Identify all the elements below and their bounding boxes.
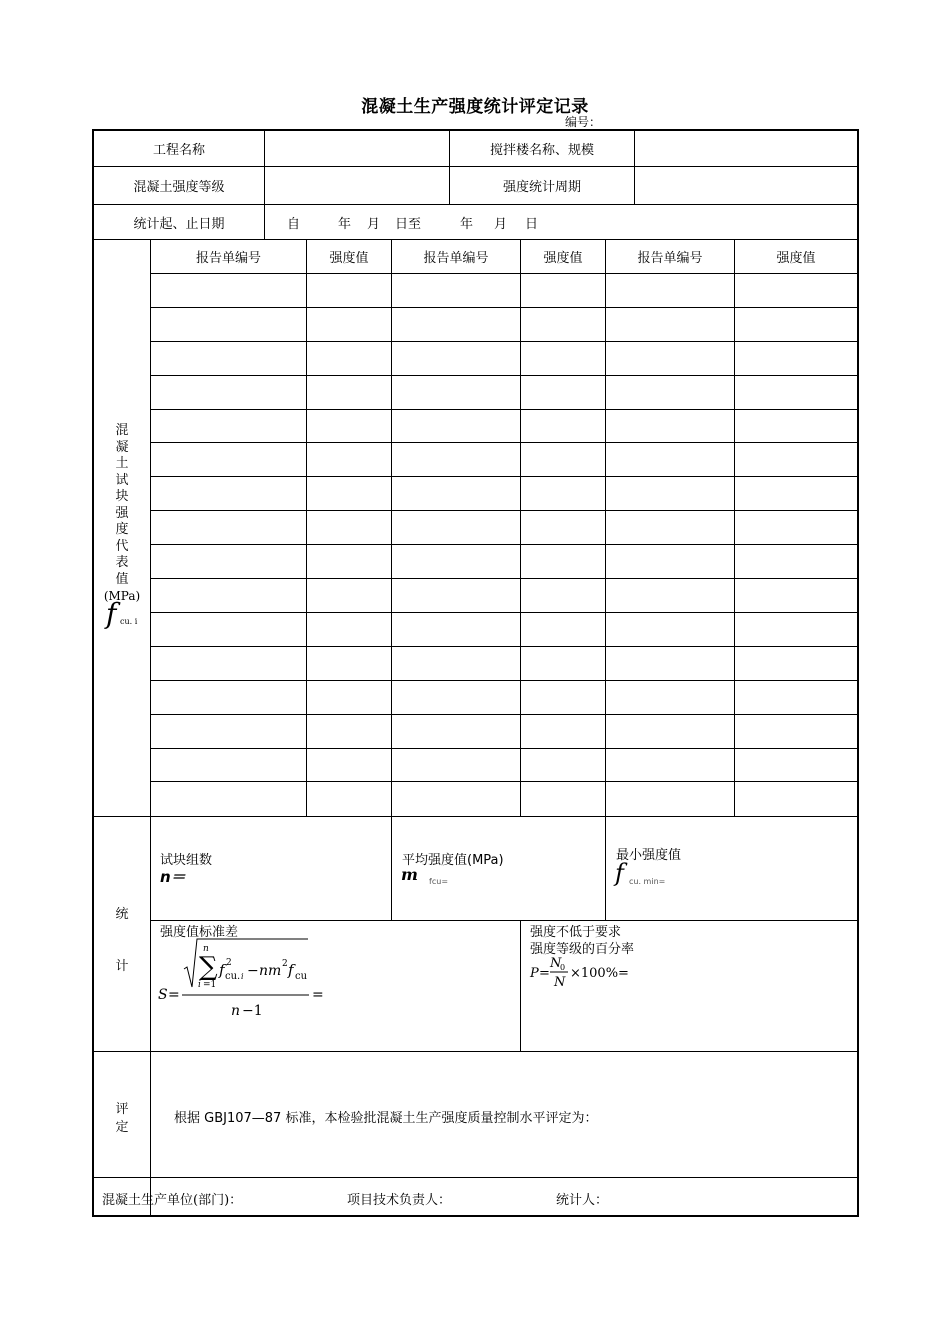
report-number-cell[interactable] xyxy=(151,342,306,375)
sample-label-char: 土 xyxy=(115,456,129,471)
report-number-cell[interactable] xyxy=(392,443,520,476)
min-symbol-group xyxy=(615,859,695,889)
svg-text:cu: cu xyxy=(295,971,308,982)
strength-value-cell[interactable] xyxy=(735,613,857,646)
mean-label: 平均强度值(MPa) xyxy=(402,853,504,868)
strength-value-cell[interactable] xyxy=(735,782,857,815)
mean-subscript: fcu= xyxy=(429,877,449,886)
sample-column-header: 强度值 xyxy=(543,250,583,266)
sample-label-char: 代 xyxy=(115,538,129,554)
svg-text:n: n xyxy=(203,944,209,954)
svg-text:i: i xyxy=(198,980,201,990)
strength-grade-field[interactable] xyxy=(265,167,449,204)
sample-symbol xyxy=(106,597,150,631)
report-number-cell[interactable] xyxy=(392,782,520,815)
report-number-cell[interactable] xyxy=(606,443,734,476)
svg-text:N: N xyxy=(554,975,566,990)
date-range-label: 统计起、止日期 xyxy=(133,216,225,232)
report-number-cell[interactable] xyxy=(151,545,306,578)
report-number-cell[interactable] xyxy=(606,477,734,510)
svg-text:−1: −1 xyxy=(242,1003,263,1019)
strength-value-cell[interactable] xyxy=(735,477,857,510)
report-number-cell[interactable] xyxy=(606,749,734,782)
mixing-station-field[interactable] xyxy=(635,131,857,166)
strength-value-cell[interactable] xyxy=(307,477,391,510)
report-number-cell[interactable] xyxy=(392,681,520,714)
report-number-cell[interactable] xyxy=(606,308,734,341)
report-number-cell[interactable] xyxy=(606,376,734,409)
svg-text:0: 0 xyxy=(560,963,566,972)
report-number-cell[interactable] xyxy=(392,308,520,341)
project-name-label: 工程名称 xyxy=(152,143,205,158)
svg-text:N: N xyxy=(550,956,562,971)
eval-section-label xyxy=(94,1101,150,1137)
min-subscript: cu. min= xyxy=(629,877,666,886)
report-number-cell[interactable] xyxy=(151,410,306,443)
svg-text:f: f xyxy=(219,961,225,979)
report-number-cell[interactable] xyxy=(392,410,520,443)
std-label: 强度值标准差 xyxy=(160,925,239,940)
strength-value-cell[interactable] xyxy=(307,376,391,409)
f-subscript: cu. i xyxy=(120,617,138,626)
year-label-1: 年 xyxy=(338,216,352,232)
report-number-cell[interactable] xyxy=(392,477,520,510)
evaluation-text: 根据 GBJ107—87 标准，本检验批混凝土生产强度质量控制水平评定为： xyxy=(174,1111,598,1126)
mean-symbol: m xyxy=(401,865,418,884)
strength-value-cell[interactable] xyxy=(307,749,391,782)
strength-value-cell[interactable] xyxy=(735,681,857,714)
svg-text:=: = xyxy=(539,966,550,981)
statistician-label: 统计人： xyxy=(556,1193,609,1208)
strength-value-cell[interactable] xyxy=(521,511,605,544)
report-number-cell[interactable] xyxy=(392,647,520,680)
report-number-cell[interactable] xyxy=(392,376,520,409)
strength-value-cell[interactable] xyxy=(735,274,857,307)
report-number-cell[interactable] xyxy=(606,545,734,578)
min-label: 最小强度值 xyxy=(616,848,682,863)
strength-value-cell[interactable] xyxy=(307,715,391,748)
sample-label-char: 试 xyxy=(115,472,129,488)
sample-label-char: 混 xyxy=(115,423,129,438)
sample-column-header: 报告单编号 xyxy=(637,250,703,266)
svg-text:=: = xyxy=(168,987,180,1003)
eval-label-char: 定 xyxy=(115,1120,129,1135)
report-number-cell[interactable] xyxy=(151,511,306,544)
stat-period-field[interactable] xyxy=(635,167,857,204)
date-from-label: 自 xyxy=(287,216,301,232)
day-label: 日 xyxy=(525,216,539,232)
report-number-cell[interactable] xyxy=(392,715,520,748)
sample-column-header: 报告单编号 xyxy=(195,250,261,266)
strength-value-cell[interactable] xyxy=(735,342,857,375)
report-number-cell[interactable] xyxy=(606,681,734,714)
report-number-cell[interactable] xyxy=(151,715,306,748)
year-label-2: 年 xyxy=(460,216,474,232)
strength-value-cell[interactable] xyxy=(307,545,391,578)
stat-label-char: 统 xyxy=(115,907,129,922)
strength-value-cell[interactable] xyxy=(735,308,857,341)
strength-value-cell[interactable] xyxy=(521,715,605,748)
strength-value-cell[interactable] xyxy=(307,613,391,646)
report-number-cell[interactable] xyxy=(606,342,734,375)
strength-value-cell[interactable] xyxy=(735,443,857,476)
strength-value-cell[interactable] xyxy=(307,511,391,544)
doc-number-label: 编号： xyxy=(565,115,602,129)
svg-text:P: P xyxy=(530,966,539,981)
strength-value-cell[interactable] xyxy=(307,410,391,443)
strength-value-cell[interactable] xyxy=(735,511,857,544)
std-formula xyxy=(156,937,356,1021)
sample-section-label xyxy=(94,423,150,605)
sample-label-char: 值 xyxy=(115,571,129,587)
tech-lead-label: 项目技术负责人： xyxy=(347,1193,452,1208)
strength-value-cell[interactable] xyxy=(521,545,605,578)
report-number-cell[interactable] xyxy=(606,579,734,612)
svg-text:2: 2 xyxy=(282,959,288,969)
strength-value-cell[interactable] xyxy=(521,308,605,341)
report-number-cell[interactable] xyxy=(606,647,734,680)
record-form xyxy=(92,129,859,1217)
report-number-cell[interactable] xyxy=(151,376,306,409)
report-number-cell[interactable] xyxy=(606,613,734,646)
strength-value-cell[interactable] xyxy=(307,274,391,307)
day-to-label: 日至 xyxy=(395,216,422,232)
strength-value-cell[interactable] xyxy=(735,410,857,443)
strength-value-cell[interactable] xyxy=(735,715,857,748)
strength-value-cell[interactable] xyxy=(521,681,605,714)
strength-value-cell[interactable] xyxy=(521,274,605,307)
eval-label-char: 评 xyxy=(115,1102,129,1117)
report-number-cell[interactable] xyxy=(606,715,734,748)
sample-column-header: 报告单编号 xyxy=(423,250,489,266)
strength-value-cell[interactable] xyxy=(735,647,857,680)
strength-value-cell[interactable] xyxy=(521,443,605,476)
strength-value-cell[interactable] xyxy=(735,579,857,612)
report-number-cell[interactable] xyxy=(392,545,520,578)
strength-value-cell[interactable] xyxy=(735,376,857,409)
stat-label-char: 计 xyxy=(115,959,129,974)
stat-section-label xyxy=(94,903,150,979)
svg-text:f: f xyxy=(288,961,294,979)
strength-value-cell[interactable] xyxy=(307,308,391,341)
svg-text:S: S xyxy=(158,987,168,1003)
month-label-1: 月 xyxy=(367,216,381,232)
strength-value-cell[interactable] xyxy=(307,782,391,815)
report-number-cell[interactable] xyxy=(392,342,520,375)
report-number-cell[interactable] xyxy=(151,308,306,341)
strength-value-cell[interactable] xyxy=(521,477,605,510)
strength-value-cell[interactable] xyxy=(307,443,391,476)
project-name-field[interactable] xyxy=(265,131,449,166)
report-number-cell[interactable] xyxy=(151,681,306,714)
group-count-label: 试块组数 xyxy=(160,853,213,868)
svg-text:=: = xyxy=(312,987,324,1003)
sample-column-header: 强度值 xyxy=(776,250,816,266)
report-number-cell[interactable] xyxy=(151,477,306,510)
report-number-cell[interactable] xyxy=(151,782,306,815)
strength-value-cell[interactable] xyxy=(521,579,605,612)
svg-text:−: − xyxy=(247,963,259,979)
svg-text:2: 2 xyxy=(226,958,232,968)
svg-text:n: n xyxy=(231,1003,241,1019)
report-number-cell[interactable] xyxy=(606,782,734,815)
strength-value-cell[interactable] xyxy=(307,647,391,680)
strength-grade-label: 混凝土强度等级 xyxy=(133,180,225,195)
svg-text:cu.: cu. xyxy=(225,971,241,982)
report-number-cell[interactable] xyxy=(392,613,520,646)
min-symbol: f xyxy=(615,859,624,887)
strength-value-cell[interactable] xyxy=(307,342,391,375)
strength-value-cell[interactable] xyxy=(521,647,605,680)
strength-value-cell[interactable] xyxy=(307,579,391,612)
report-number-cell[interactable] xyxy=(392,749,520,782)
svg-text:∑: ∑ xyxy=(199,952,218,982)
strength-value-cell[interactable] xyxy=(521,342,605,375)
report-number-cell[interactable] xyxy=(392,511,520,544)
report-number-cell[interactable] xyxy=(151,749,306,782)
f-symbol: f xyxy=(106,597,117,630)
mixing-station-label: 搅拌楼名称、规模 xyxy=(489,143,594,158)
strength-value-cell[interactable] xyxy=(307,681,391,714)
report-number-cell[interactable] xyxy=(151,443,306,476)
sample-label-char: 强 xyxy=(115,505,129,521)
report-number-cell[interactable] xyxy=(151,647,306,680)
report-number-cell[interactable] xyxy=(151,613,306,646)
svg-text:×100%=: ×100%= xyxy=(570,966,629,981)
report-number-cell[interactable] xyxy=(392,274,520,307)
pct-formula xyxy=(528,953,648,993)
svg-text:nm: nm xyxy=(259,963,282,979)
pct-label-1: 强度不低于要求 xyxy=(530,925,622,940)
strength-value-cell[interactable] xyxy=(521,749,605,782)
strength-value-cell[interactable] xyxy=(521,613,605,646)
strength-value-cell[interactable] xyxy=(521,376,605,409)
mean-symbol-group xyxy=(401,865,449,886)
report-number-cell[interactable] xyxy=(151,579,306,612)
report-number-cell[interactable] xyxy=(392,579,520,612)
strength-value-cell[interactable] xyxy=(521,782,605,815)
sample-label-char: 凝 xyxy=(115,439,129,455)
report-number-cell[interactable] xyxy=(606,274,734,307)
report-number-cell[interactable] xyxy=(606,511,734,544)
stat-period-label: 强度统计周期 xyxy=(502,180,581,195)
sample-label-char: 块 xyxy=(115,489,129,504)
month-label-2: 月 xyxy=(494,216,508,232)
page-title: 混凝土生产强度统计评定记录 xyxy=(361,97,589,117)
svg-text:=1: =1 xyxy=(203,980,217,990)
sample-label-char: 表 xyxy=(115,555,129,570)
sample-column-header: 强度值 xyxy=(329,250,369,266)
report-number-cell[interactable] xyxy=(606,410,734,443)
pct-label-2: 强度等级的百分率 xyxy=(530,942,635,957)
svg-text:i: i xyxy=(241,972,244,981)
strength-value-cell[interactable] xyxy=(521,410,605,443)
sample-label-char: 度 xyxy=(115,522,129,537)
producer-label: 混凝土生产单位(部门)： xyxy=(102,1193,243,1208)
sample-unit: (MPa) xyxy=(103,589,141,603)
group-count-symbol: n＝ xyxy=(160,868,186,886)
strength-value-cell[interactable] xyxy=(735,545,857,578)
strength-value-cell[interactable] xyxy=(735,749,857,782)
report-number-cell[interactable] xyxy=(151,274,306,307)
